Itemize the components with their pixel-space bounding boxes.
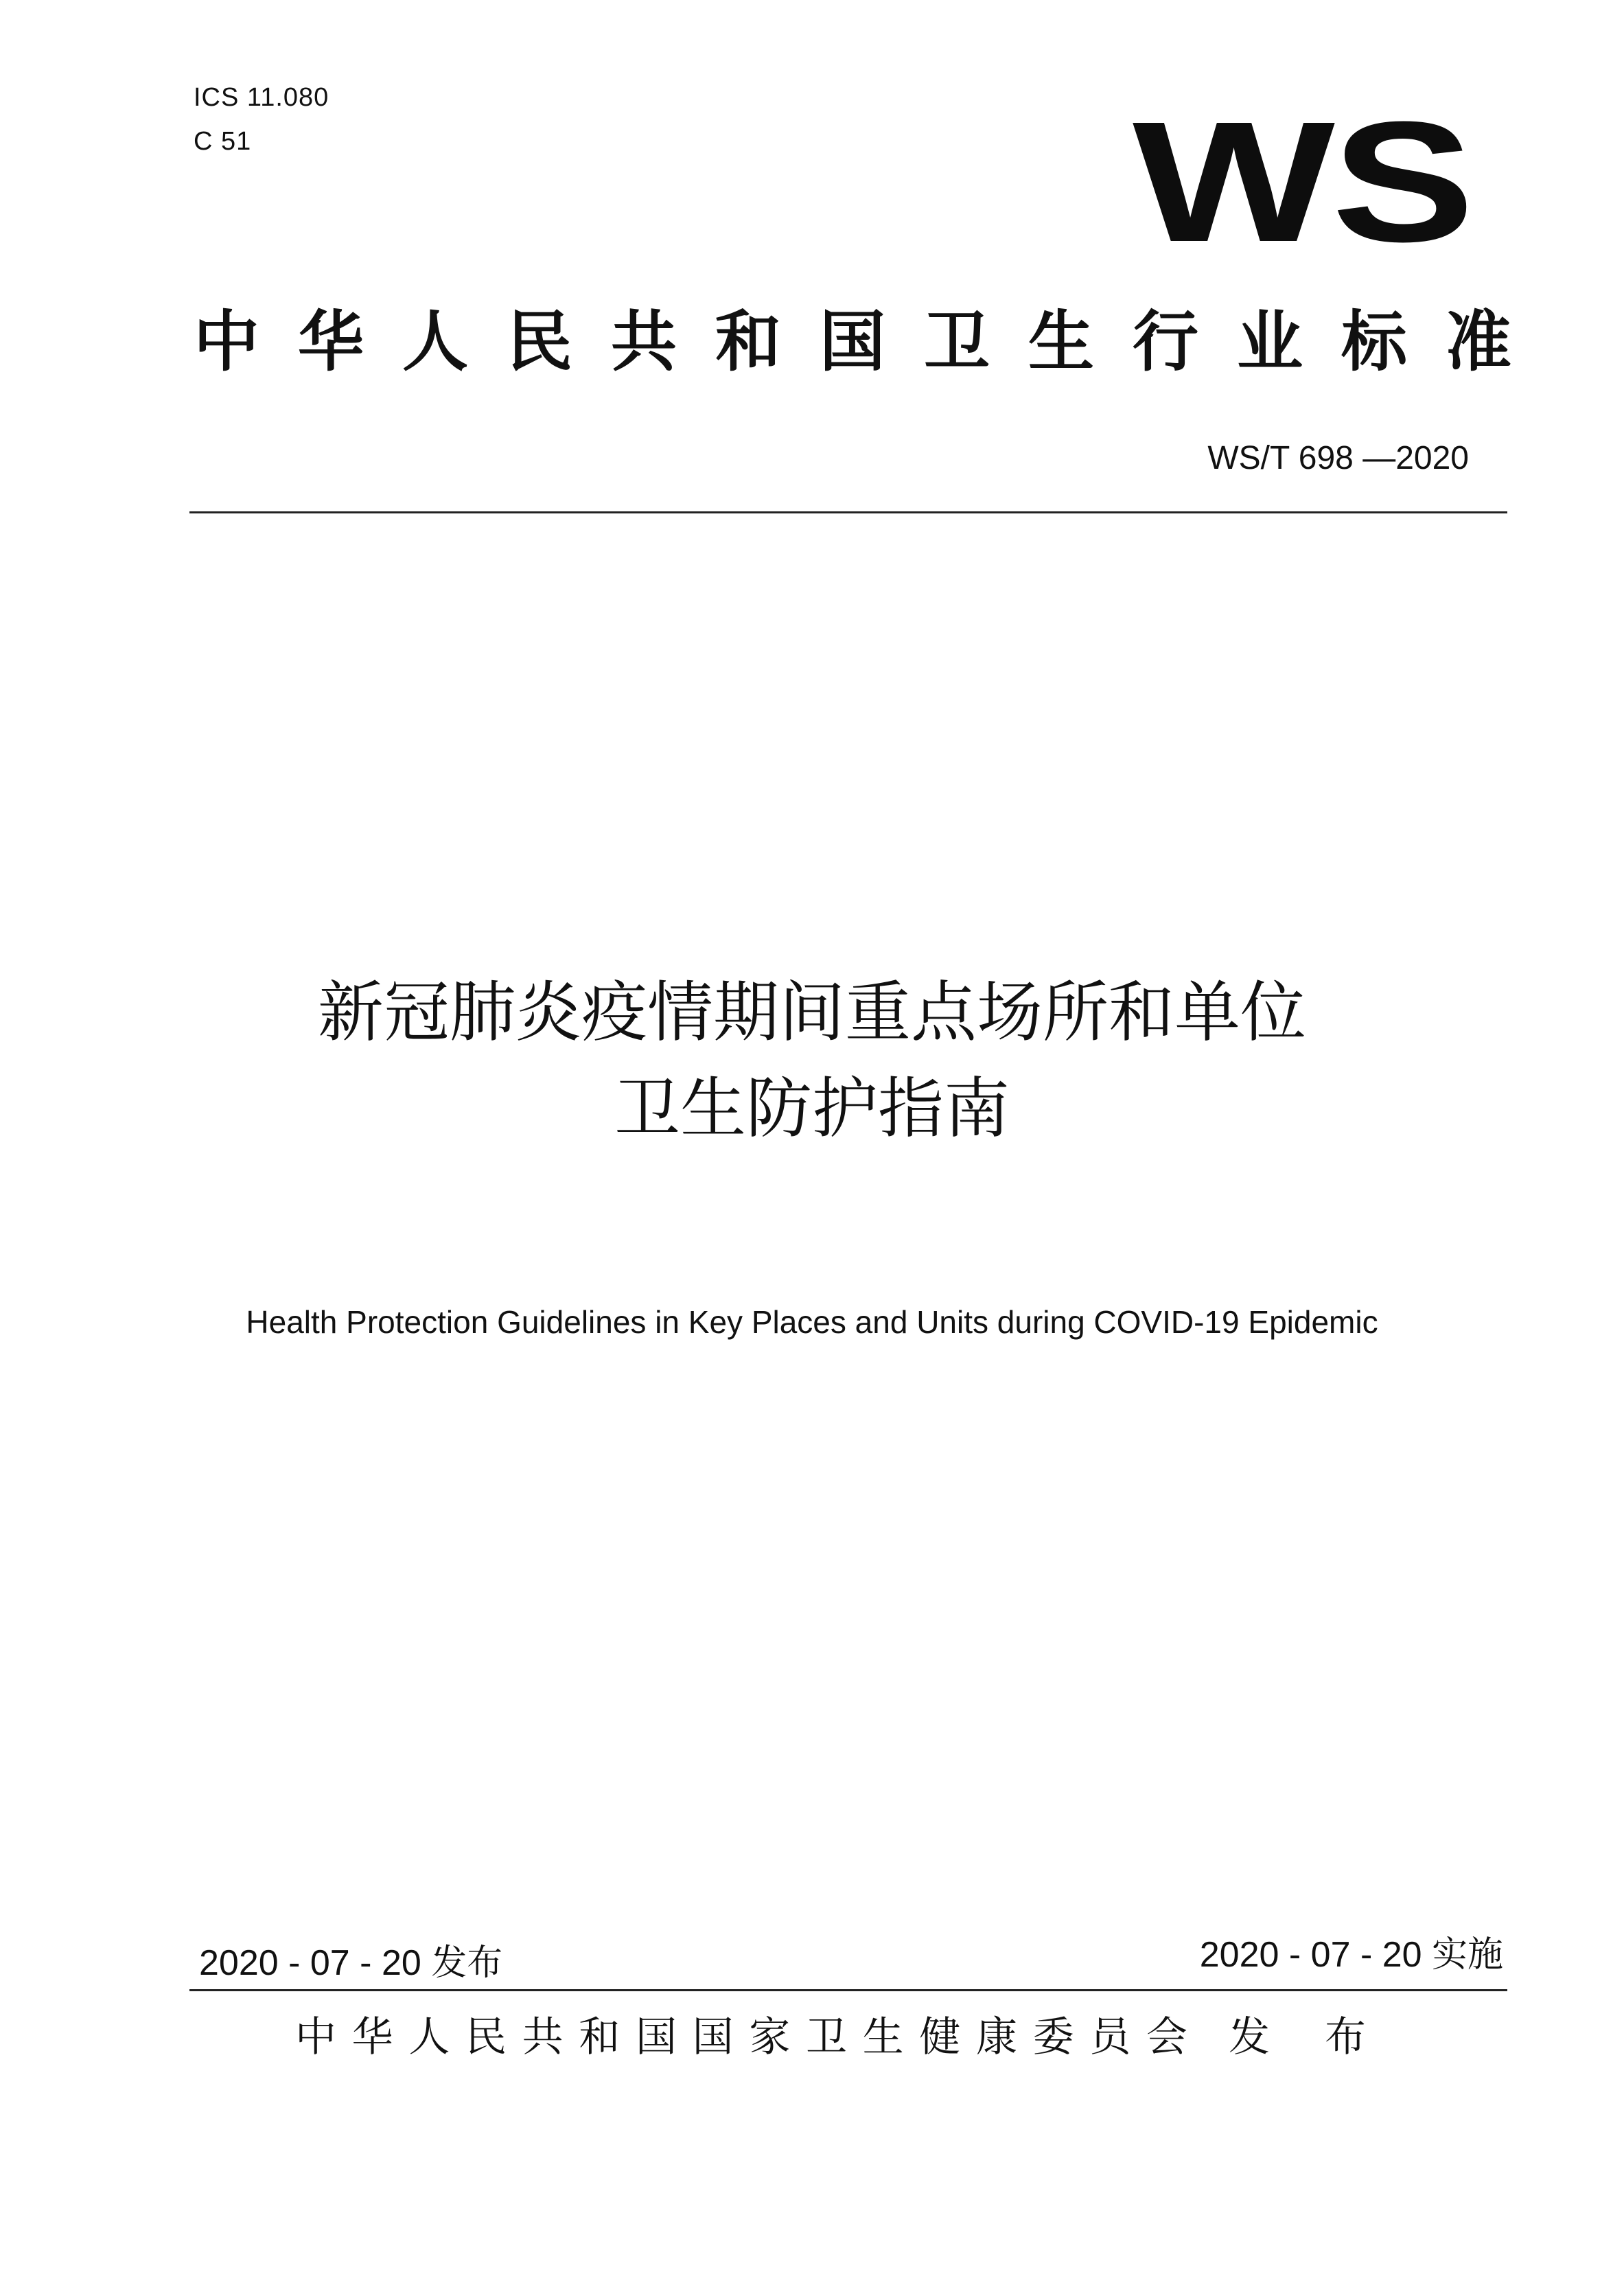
footer-divider [189,1989,1507,1991]
header-divider [189,511,1507,513]
standard-number: WS/T 698 —2020 [1207,440,1469,476]
ccs-code: C 51 [194,127,252,156]
effective-date: 2020 - 07 - 20 实施 [1199,1935,1503,1975]
issue-label: 发布 [1229,2013,1366,2061]
ws-logo: WS [1133,86,1472,277]
document-title-cn-line2: 卫生防护指南 [614,1070,1010,1147]
document-title-en: Health Protection Guidelines in Key Places and Units during COVID-19 Epidemic [246,1304,1378,1340]
national-standard-title: 中华人民共和国卫生行业标准 [194,303,1511,380]
ics-code: ICS 11.080 [194,83,329,112]
document-title-cn-line1: 新冠肺炎疫情期间重点场所和单位 [318,974,1306,1051]
issuing-authority: 中华人民共和国国家卫生健康委员会 [295,2013,1187,2061]
issue-date: 2020 - 07 - 20 发布 [199,1943,503,1983]
